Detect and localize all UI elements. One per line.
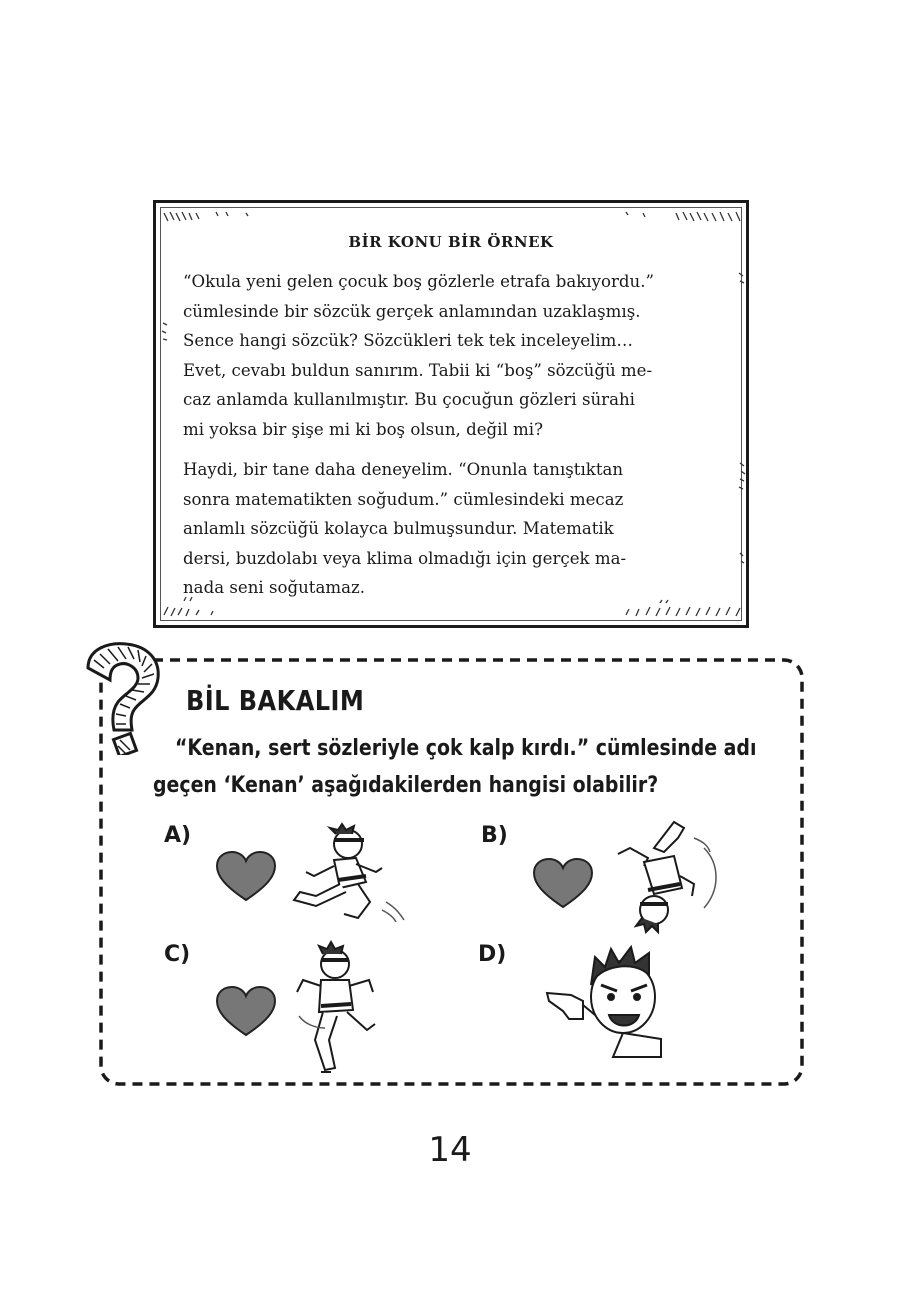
option-d-label[interactable]: D) bbox=[478, 942, 507, 967]
text-line: cümlesinde bir sözcük gerçek anlamından uzaklaşmış. bbox=[183, 301, 641, 321]
page-number: 14 bbox=[428, 1130, 472, 1170]
question-line-2: geçen ‘Kenan’ aşağıdakilerden hangisi olabilir? bbox=[153, 773, 659, 798]
example-paragraph-1 bbox=[183, 267, 731, 444]
karate-jump-boy-icon[interactable] bbox=[285, 940, 385, 1080]
heart-icon bbox=[532, 857, 594, 909]
option-a-label[interactable]: A) bbox=[164, 823, 192, 848]
example-title: BİR KONU BİR ÖRNEK bbox=[348, 233, 554, 251]
quiz-title: BİL BAKALIM bbox=[186, 684, 365, 717]
text-line: Sence hangi sözcük? Sözcükleri tek tek inceleyelim… bbox=[183, 331, 633, 350]
option-b-label[interactable]: B) bbox=[481, 823, 508, 848]
text-line: anlamlı sözcüğü kolayca bulmuşsundur. Matematik bbox=[183, 519, 614, 538]
example-paragraph-2 bbox=[183, 455, 731, 603]
text-line: Evet, cevabı buldun sanırım. Tabii ki “boş” sözcüğü me- bbox=[183, 360, 653, 380]
question-line-1: “Kenan, sert sözleriyle çok kalp kırdı.” cümlesinde adı bbox=[175, 736, 757, 761]
text-line: sonra matematikten soğudum.” cümlesindeki mecaz bbox=[183, 489, 624, 509]
text-line: nada seni soğutamaz. bbox=[183, 578, 365, 597]
option-c-label[interactable]: C) bbox=[164, 942, 191, 967]
falling-karate-boy-icon[interactable] bbox=[604, 818, 729, 936]
text-line: caz anlamda kullanılmıştır. Bu çocuğun gözleri sürahi bbox=[183, 390, 635, 409]
angry-pointing-man-icon[interactable] bbox=[543, 945, 668, 1060]
text-line: Haydi, bir tane daha deneyelim. “Onunla tanıştıktan bbox=[183, 460, 624, 479]
text-line: “Okula yeni gelen çocuk boş gözlerle etrafa bakıyordu.” bbox=[183, 272, 654, 291]
example-box bbox=[153, 200, 749, 628]
text-line: dersi, buzdolabı veya klima olmadığı için gerçek ma- bbox=[183, 548, 627, 568]
heart-icon bbox=[215, 985, 277, 1037]
question-mark-icon bbox=[78, 640, 168, 755]
heart-icon bbox=[215, 850, 277, 902]
text-line: mi yoksa bir şişe mi ki boş olsun, değil mi? bbox=[183, 419, 543, 439]
karate-kick-boy-icon[interactable] bbox=[286, 822, 411, 922]
